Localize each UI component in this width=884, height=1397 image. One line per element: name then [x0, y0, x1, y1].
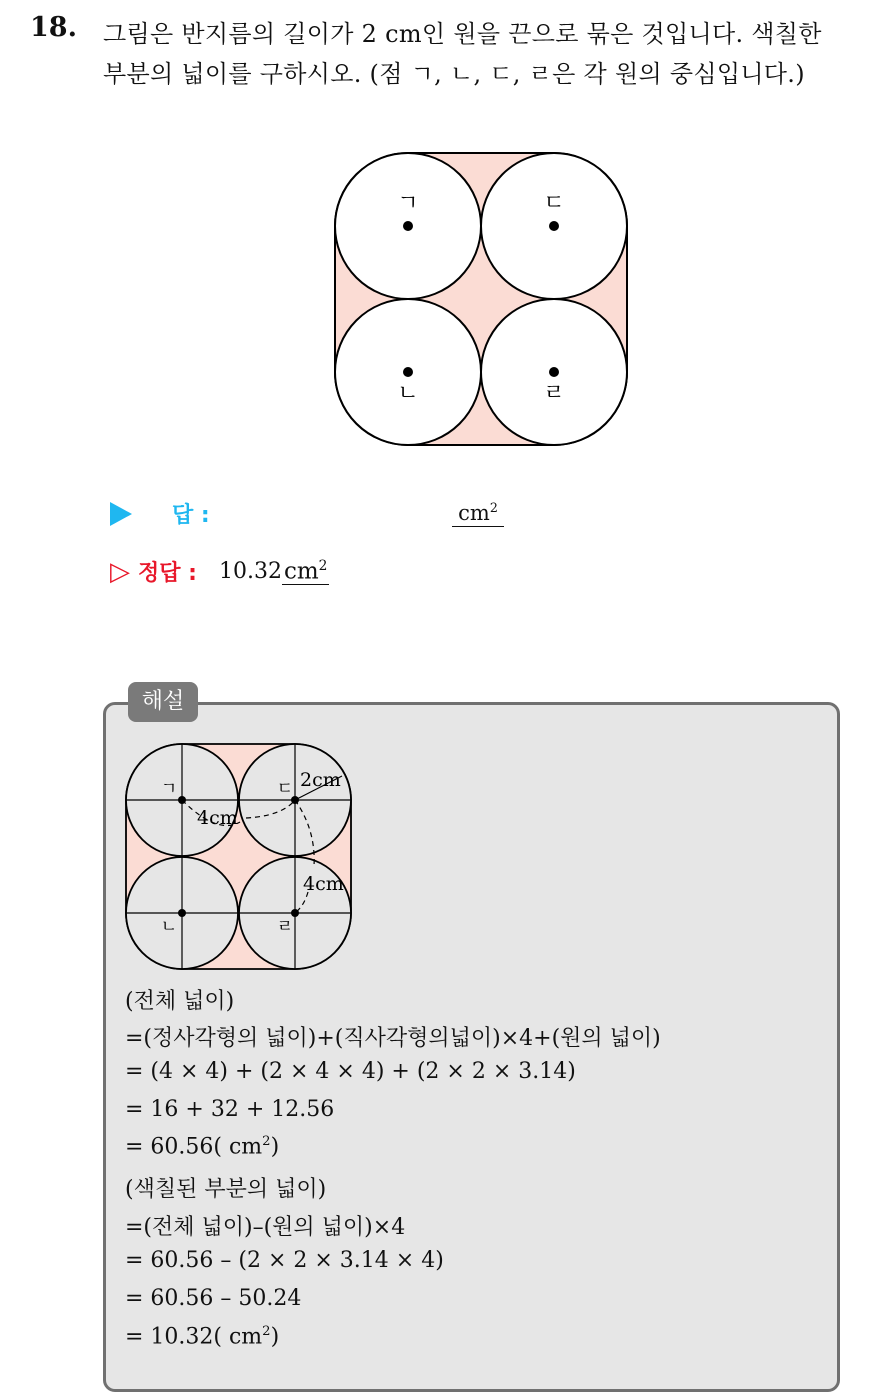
answer-unit: cm	[458, 501, 490, 525]
correct-label: 정답 :	[138, 561, 197, 586]
correct-value: 10.32	[218, 559, 282, 584]
correct-unit-exp: 2	[318, 557, 328, 574]
question-text-line2: 부분의 넓이를 구하시오. (점 ㄱ, ㄴ, ㄷ, ㄹ은 각 원의 중심입니다.)	[103, 60, 805, 88]
exp-label-g: ㄱ	[160, 779, 178, 799]
correct-unit-wrap	[282, 558, 329, 586]
exp-line-10-close: )	[270, 1324, 280, 1350]
question-number: 18.	[30, 12, 77, 43]
center-r	[549, 367, 559, 377]
explanation-figure	[122, 740, 356, 974]
label-n: ㄴ	[397, 381, 419, 406]
question-text-line1: 그림은 반지름의 길이가 2 cm인 원을 끈으로 묶은 것입니다. 색칠한	[103, 20, 822, 48]
label-g: ㄱ	[397, 191, 419, 216]
exp-radius-label: 2cm	[300, 769, 341, 791]
circles-figure	[330, 148, 632, 450]
exp-line-6: (색칠된 부분의 넓이)	[125, 1177, 327, 1202]
answer-label: 답 :	[172, 503, 210, 528]
exp-line-9: = 60.56 – 50.24	[125, 1286, 302, 1311]
exp-line-10-text: = 10.32( cm	[125, 1324, 263, 1350]
exp-label-r: ㄹ	[276, 917, 294, 937]
explanation-tag: 해설	[128, 682, 198, 722]
exp-line-2: =(정사각형의 넓이)+(직사각형의넓이)×4+(원의 넓이)	[125, 1026, 661, 1051]
label-d: ㄷ	[543, 191, 565, 216]
exp-line-5	[125, 1134, 279, 1159]
label-r: ㄹ	[543, 381, 565, 406]
play-icon	[110, 502, 132, 526]
answer-unit-exp: 2	[489, 500, 498, 515]
correct-answer-row	[110, 556, 329, 587]
outline-play-icon: ▷	[110, 556, 130, 587]
exp-line-10-exp: 2	[262, 1324, 271, 1339]
exp-line-3: = (4 × 4) + (2 × 4 × 4) + (2 × 2 × 3.14)	[125, 1059, 576, 1084]
exp-line-1: (전체 넓이)	[125, 989, 235, 1014]
exp-line-5-close: )	[270, 1134, 280, 1160]
exp-dist-h-label: 4cm	[197, 807, 238, 829]
exp-line-7: =(전체 넓이)–(원의 넓이)×4	[125, 1215, 406, 1240]
center-n	[403, 367, 413, 377]
exp-line-8: = 60.56 – (2 × 2 × 3.14 × 4)	[125, 1248, 444, 1273]
exp-line-10	[125, 1324, 279, 1349]
answer-blank[interactable]	[452, 495, 504, 527]
answer-row	[110, 498, 210, 529]
center-g	[403, 221, 413, 231]
exp-label-d: ㄷ	[276, 779, 294, 799]
exp-label-n: ㄴ	[160, 917, 178, 937]
center-d	[549, 221, 559, 231]
exp-line-4: = 16 + 32 + 12.56	[125, 1097, 335, 1122]
exp-line-5-text: = 60.56( cm	[125, 1134, 263, 1160]
exp-line-5-exp: 2	[262, 1134, 271, 1149]
exp-dist-v-label: 4cm	[303, 873, 344, 895]
correct-unit: cm	[283, 558, 319, 585]
